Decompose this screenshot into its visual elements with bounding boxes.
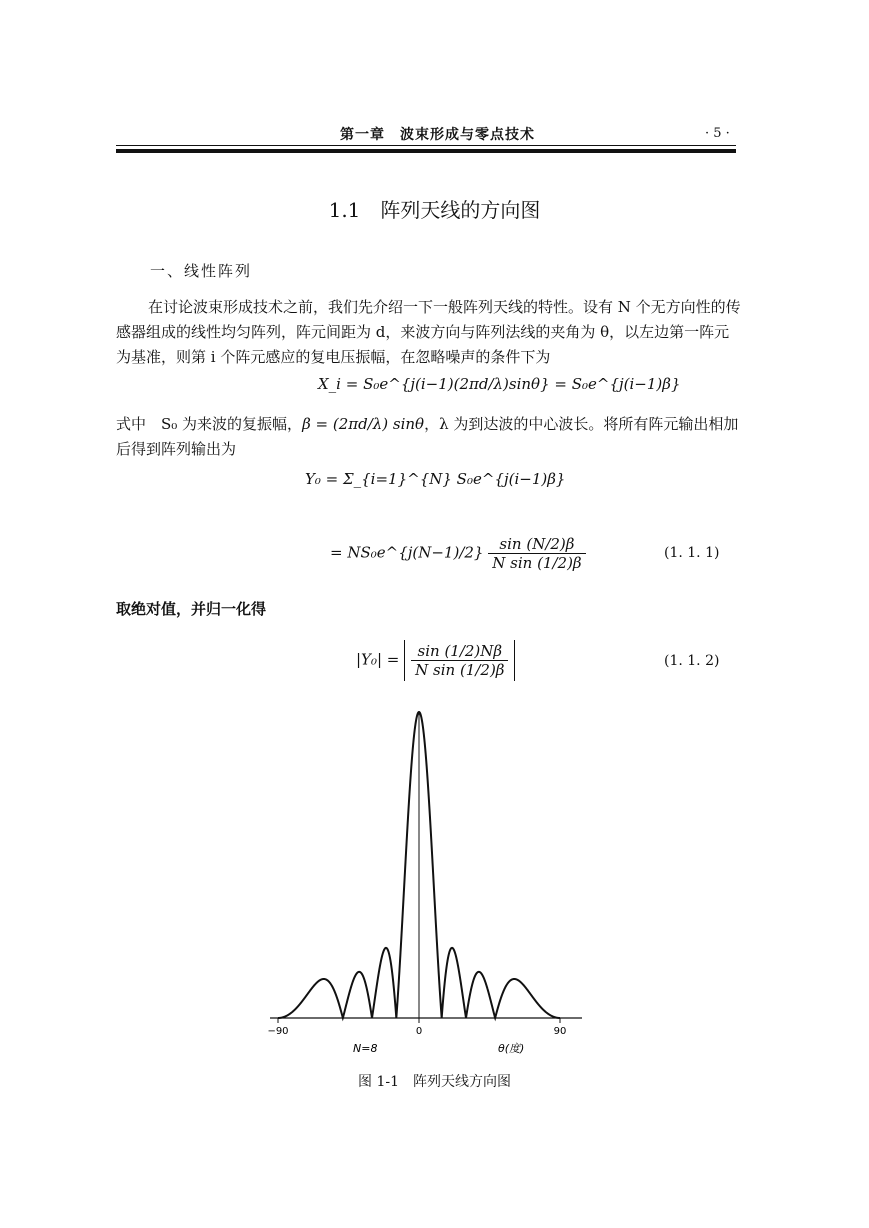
running-header-chapter: 第一章 波束形成与零点技术 — [340, 127, 535, 143]
paragraph-intro — [116, 295, 741, 370]
equation-abs-y0 — [356, 640, 515, 681]
subsection-title: 一、线性阵列 — [150, 262, 253, 280]
paragraph-definitions-suffix: ，λ 为到达波的中心波长。将所有阵元输出相加后得到阵列输出为 — [116, 415, 739, 458]
n-label: N=8 — [353, 1042, 378, 1055]
beam-pattern-chart — [250, 700, 600, 1065]
header-rule-thick — [116, 149, 736, 153]
equation-y0-closed — [330, 535, 586, 572]
equation-y0-fraction — [488, 535, 585, 572]
figure-caption: 图 1-1 阵列天线方向图 — [358, 1074, 511, 1090]
header-rule-thin — [116, 145, 736, 146]
equation-y0-numerator: sin (N/2)β — [488, 535, 585, 554]
equation-number-2: (1. 1. 2) — [664, 653, 720, 669]
equation-abs-numerator: sin (1/2)Nβ — [411, 642, 508, 661]
x-ticks — [267, 1018, 566, 1037]
equation-abs-fraction — [411, 642, 508, 679]
equation-xi: X_i = S₀e^{j(i−1)(2πd/λ)sinθ} = S₀e^{j(i−1)β} — [318, 375, 681, 393]
paragraph-definitions — [116, 412, 741, 462]
paragraph-definitions-prefix: 式中 S₀ 为来波的复振幅， — [116, 415, 303, 433]
x-tick-label: 0 — [415, 1026, 423, 1037]
equation-abs-denominator: N sin (1/2)β — [415, 661, 505, 679]
section-title: 1.1 阵列天线的方向图 — [328, 198, 541, 222]
equation-abs-lhs: |Y₀| = — [356, 650, 400, 669]
equation-y0-sum: Y₀ = Σ_{i=1}^{N} S₀e^{j(i−1)β} — [305, 470, 566, 488]
x-tick-label: 90 — [553, 1026, 567, 1037]
theta-axis-label: θ(度) — [498, 1042, 525, 1055]
beta-definition: β = (2πd/λ) sinθ — [302, 415, 425, 433]
page-number: · 5 · — [705, 126, 730, 141]
equation-y0-closed-prefix: = NS₀e^{j(N−1)/2} — [330, 543, 484, 562]
equation-y0-denominator: N sin (1/2)β — [492, 554, 582, 572]
paragraph-intro-text: 在讨论波束形成技术之前，我们先介绍一下一般阵列天线的特性。设有 N 个无方向性的传感器组成的线性均匀阵列，阵元间距为 d，来波方向与阵列法线的夹角为 θ，以左边第一阵元为基准，则第 i 个阵元感应的复电压振幅，在忽略噪声的条件下为 — [116, 298, 741, 366]
absolute-value-bars — [404, 640, 515, 681]
equation-number-1: (1. 1. 1) — [664, 545, 720, 561]
paragraph-normalize: 取绝对值，并归一化得 — [116, 600, 267, 618]
x-tick-label: −90 — [267, 1026, 289, 1037]
